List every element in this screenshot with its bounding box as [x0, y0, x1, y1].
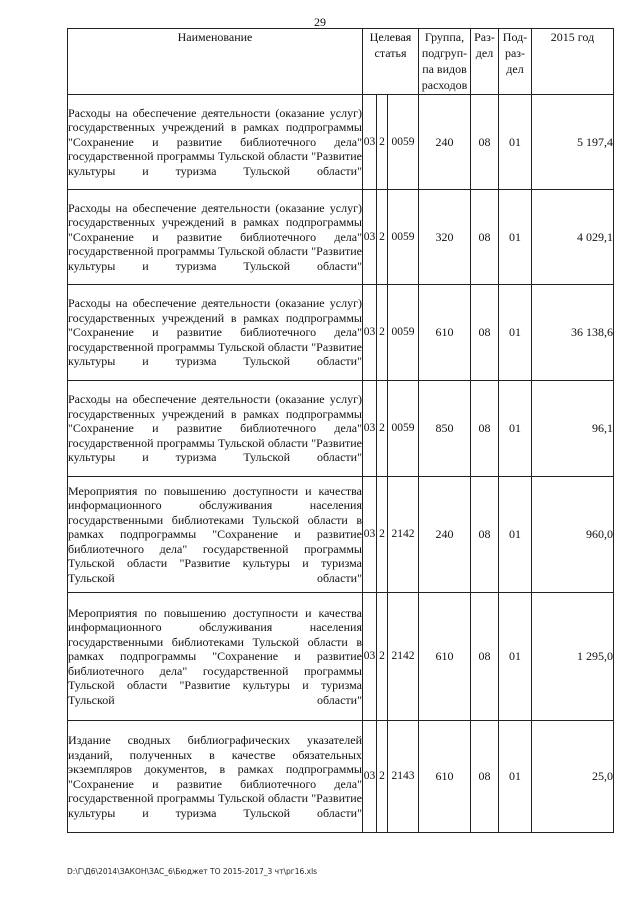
row-amount: 4 029,1	[532, 190, 614, 285]
row-code3: 2143	[388, 721, 419, 833]
row-group: 610	[419, 593, 471, 721]
row-amount: 96,1	[532, 381, 614, 477]
row-razdel: 08	[471, 721, 499, 833]
row-name: Мероприятия по повышению доступности и качества информационного обслуживания населения государственными библиотеками Тульской области в рамках подпрограммы "Сохранение и развитие библиотечного дела" государственной программы Тульской области "Развитие культуры и туризма Тульской области"	[68, 477, 363, 593]
row-code3: 2142	[388, 593, 419, 721]
row-podrazdel: 01	[499, 721, 532, 833]
row-name: Издание сводных библиографических указателей изданий, полученных в качестве обязательных экземпляров документов, в рамках подпрограммы "Сохранение и развитие библиотечного дела" государственной программы Тульской области "Развитие культуры и туризма Тульской области"	[68, 721, 363, 833]
row-name: Расходы на обеспечение деятельности (оказание услуг) государственных учреждений в рамках подпрограммы "Сохранение и развитие библиотечного дела" государственной программы Тульской области "Развитие культуры и туризма Тульской области"	[68, 190, 363, 285]
file-path-footer: D:\Г\Д6\2014\ЗАКОН\ЗАС_6\Бюджет ТО 2015-2017_3 чт\рг16.xls	[67, 867, 318, 876]
row-group: 320	[419, 190, 471, 285]
row-podrazdel: 01	[499, 285, 532, 381]
row-code1: 03	[363, 593, 377, 721]
row-podrazdel: 01	[499, 381, 532, 477]
row-code2: 2	[377, 721, 388, 833]
budget-table	[67, 28, 614, 833]
header-group: Группа, подгруп-па видов расходов	[419, 29, 471, 95]
table-row	[68, 477, 614, 593]
row-amount: 1 295,0	[532, 593, 614, 721]
row-code1: 03	[363, 190, 377, 285]
row-code2: 2	[377, 477, 388, 593]
row-code1: 03	[363, 477, 377, 593]
table-row	[68, 381, 614, 477]
page-number: 29	[314, 15, 326, 29]
row-code2: 2	[377, 95, 388, 190]
row-amount: 36 138,6	[532, 285, 614, 381]
row-razdel: 08	[471, 285, 499, 381]
header-year: 2015 год	[532, 29, 614, 95]
table-header-row	[68, 29, 614, 95]
row-code1: 03	[363, 721, 377, 833]
table-row	[68, 285, 614, 381]
row-razdel: 08	[471, 190, 499, 285]
row-name: Мероприятия по повышению доступности и качества информационного обслуживания населения государственными библиотеками Тульской области в рамках подпрограммы "Сохранение и развитие библиотечного дела" государственной программы Тульской области "Развитие культуры и туризма Тульской области"	[68, 593, 363, 721]
row-code3: 2142	[388, 477, 419, 593]
row-group: 850	[419, 381, 471, 477]
row-amount: 25,0	[532, 721, 614, 833]
row-podrazdel: 01	[499, 190, 532, 285]
table-row	[68, 190, 614, 285]
header-podrazdel: Под-раз-дел	[499, 29, 532, 95]
header-name: Наименование	[68, 29, 363, 95]
row-amount: 5 197,4	[532, 95, 614, 190]
row-code3: 0059	[388, 381, 419, 477]
row-razdel: 08	[471, 593, 499, 721]
row-code1: 03	[363, 95, 377, 190]
row-group: 610	[419, 721, 471, 833]
table-row	[68, 593, 614, 721]
row-code3: 0059	[388, 285, 419, 381]
row-code2: 2	[377, 190, 388, 285]
row-code2: 2	[377, 285, 388, 381]
header-razdel: Раз-дел	[471, 29, 499, 95]
row-name: Расходы на обеспечение деятельности (оказание услуг) государственных учреждений в рамках подпрограммы "Сохранение и развитие библиотечного дела" государственной программы Тульской области "Развитие культуры и туризма Тульской области"	[68, 285, 363, 381]
row-group: 610	[419, 285, 471, 381]
row-name: Расходы на обеспечение деятельности (оказание услуг) государственных учреждений в рамках подпрограммы "Сохранение и развитие библиотечного дела" государственной программы Тульской области "Развитие культуры и туризма Тульской области"	[68, 381, 363, 477]
row-code2: 2	[377, 593, 388, 721]
row-razdel: 08	[471, 477, 499, 593]
row-amount: 960,0	[532, 477, 614, 593]
row-podrazdel: 01	[499, 477, 532, 593]
table-row	[68, 721, 614, 833]
header-target: Целевая статья	[363, 29, 419, 95]
table-row	[68, 95, 614, 190]
row-group: 240	[419, 477, 471, 593]
row-code2: 2	[377, 381, 388, 477]
row-code1: 03	[363, 285, 377, 381]
row-code3: 0059	[388, 95, 419, 190]
row-razdel: 08	[471, 381, 499, 477]
row-podrazdel: 01	[499, 593, 532, 721]
row-code3: 0059	[388, 190, 419, 285]
row-podrazdel: 01	[499, 95, 532, 190]
row-group: 240	[419, 95, 471, 190]
row-code1: 03	[363, 381, 377, 477]
row-name: Расходы на обеспечение деятельности (оказание услуг) государственных учреждений в рамках подпрограммы "Сохранение и развитие библиотечного дела" государственной программы Тульской области "Развитие культуры и туризма Тульской области"	[68, 95, 363, 190]
row-razdel: 08	[471, 95, 499, 190]
